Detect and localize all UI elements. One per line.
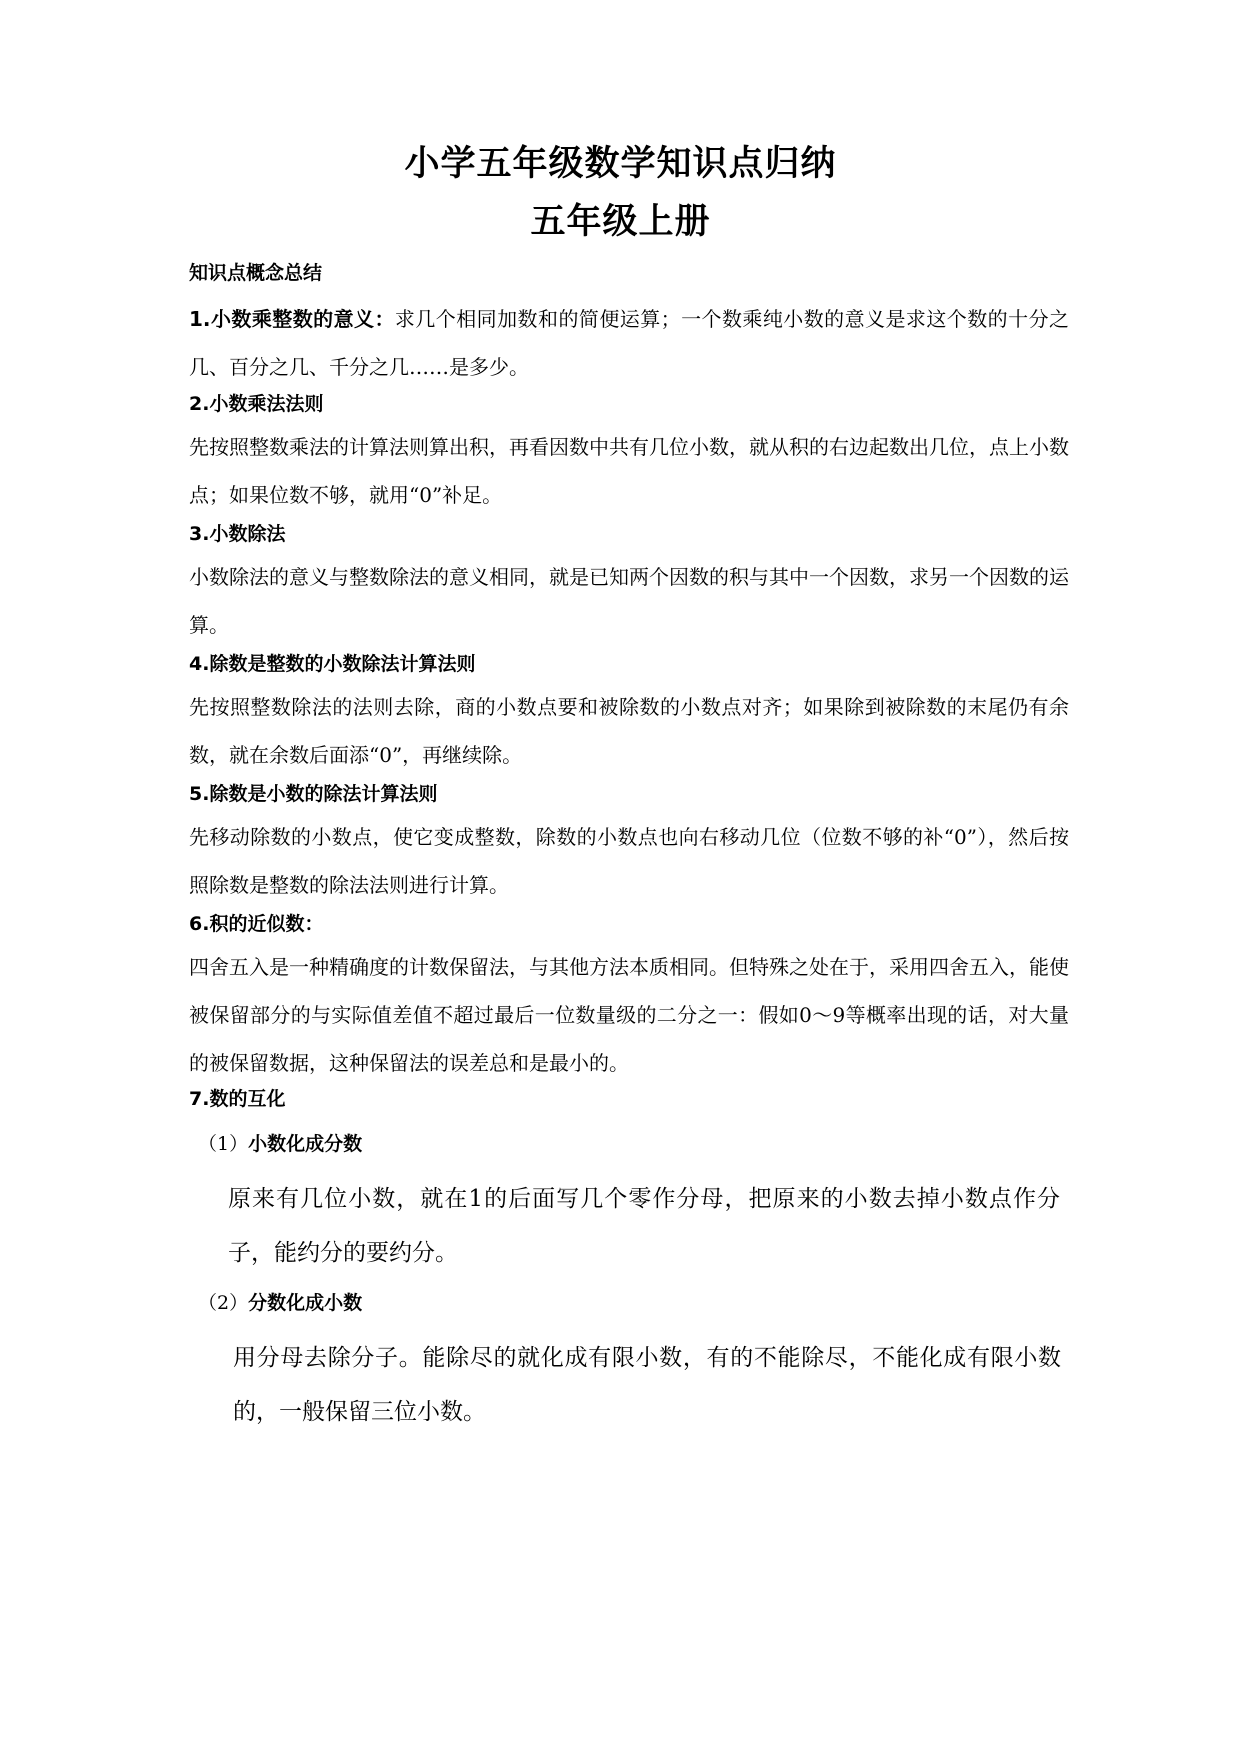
item-5-heading: 5.除数是小数的除法计算法则 bbox=[189, 783, 438, 805]
item-6-text: 四舍五入是一种精确度的计数保留法，与其他方法本质相同。但特殊之处在于，采用四舍五入，能使被保留部分的与实际值差值不超过最后一位数量级的二分之一：假如0～9等概率出现的话，对大量的被保留数据，这种保留法的误差总和是最小的。 bbox=[189, 955, 1069, 1075]
item-2-text: 先按照整数乘法的计算法则算出积，再看因数中共有几位小数，就从积的右边起数出几位，点上小数点；如果位数不够，就用“0”补足。 bbox=[189, 435, 1069, 507]
item-2-heading: 2.小数乘法法则 bbox=[189, 393, 324, 415]
item-1-heading: 1.小数乘整数的意义： bbox=[189, 307, 395, 331]
subsection-2-heading bbox=[198, 1289, 1058, 1317]
item-4-text: 先按照整数除法的法则去除，商的小数点要和被除数的小数点对齐；如果除到被除数的末尾仍有余数，就在余数后面添“0”，再继续除。 bbox=[189, 695, 1069, 767]
subsection-1-text: 原来有几位小数，就在1的后面写几个零作分母，把原来的小数去掉小数点作分子，能约分的要约分。 bbox=[228, 1186, 1060, 1266]
subsection-1-marker: （1） bbox=[198, 1133, 249, 1155]
item-4-heading: 4.除数是整数的小数除法计算法则 bbox=[189, 653, 476, 675]
item-6-heading: 6.积的近似数： bbox=[189, 913, 324, 935]
subsection-2-marker: （2） bbox=[198, 1292, 249, 1314]
subsection-1-heading bbox=[198, 1130, 1058, 1158]
item-3-text: 小数除法的意义与整数除法的意义相同，就是已知两个因数的积与其中一个因数，求另一个因数的运算。 bbox=[189, 565, 1069, 637]
subsection-1-title: 小数化成分数 bbox=[248, 1133, 363, 1155]
item-5-text: 先移动除数的小数点，使它变成整数，除数的小数点也向右移动几位（位数不够的补“0”），然后按照除数是整数的除法法则进行计算。 bbox=[189, 825, 1069, 897]
item-7-heading: 7.数的互化 bbox=[189, 1088, 286, 1110]
item-1-text: 求几个相同加数和的简便运算；一个数乘纯小数的意义是求这个数的十分之几、百分之几、千分之几……是多少。 bbox=[189, 307, 1070, 379]
section-heading: 知识点概念总结 bbox=[189, 262, 323, 284]
document-subtitle: 五年级上册 bbox=[530, 202, 711, 242]
item-3-heading: 3.小数除法 bbox=[189, 523, 286, 545]
subsection-2-text: 用分母去除分子。能除尽的就化成有限小数，有的不能除尽，不能化成有限小数的，一般保留三位小数。 bbox=[233, 1345, 1061, 1425]
document-title: 小学五年级数学知识点归纳 bbox=[404, 144, 837, 184]
subsection-2-title: 分数化成小数 bbox=[248, 1292, 363, 1314]
item-1-paragraph bbox=[189, 295, 1069, 391]
